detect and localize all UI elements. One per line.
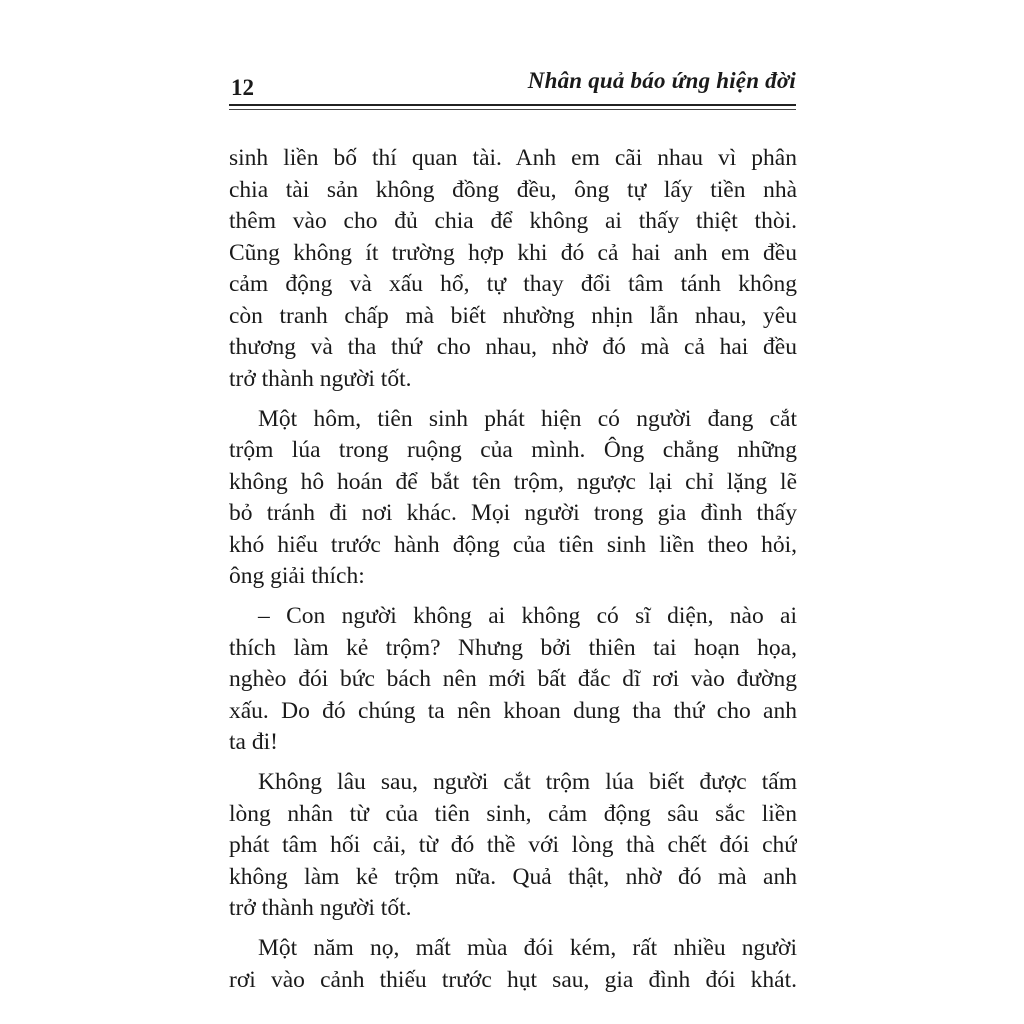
text-line: thương và tha thứ cho nhau, nhờ đó mà cả hai đều bbox=[229, 334, 797, 360]
page-number: 12 bbox=[231, 75, 254, 100]
text-line: lòng nhân từ của tiên sinh, cảm động sâu sắc liền bbox=[229, 800, 797, 827]
text-line: trở thành người tốt. bbox=[229, 365, 412, 392]
paragraph-1 bbox=[229, 143, 797, 395]
text-line: trở thành người tốt. bbox=[229, 895, 412, 921]
paragraph-3-dialogue bbox=[229, 601, 797, 759]
text-line: xấu. Do đó chúng ta nên khoan dung tha thứ cho anh bbox=[229, 697, 797, 724]
text-line: thêm vào cho đủ chia để không ai thấy thiệt thòi. bbox=[229, 208, 797, 234]
text-line: bỏ tránh đi nơi khác. Mọi người trong gia đình thấy bbox=[229, 500, 797, 526]
text-line: nghèo đói bức bách nên mới bất đắc dĩ rơi vào đường bbox=[229, 666, 797, 692]
text-line: phát tâm hối cải, từ đó thề với lòng thà chết đói chứ bbox=[229, 832, 797, 858]
paragraph-2 bbox=[229, 404, 797, 593]
text-line: không hô hoán để bắt tên trộm, ngược lại chỉ lặng lẽ bbox=[229, 468, 797, 495]
text-line: ta đi! bbox=[229, 729, 278, 755]
text-line: rơi vào cảnh thiếu trước hụt sau, gia đình đói khát. bbox=[229, 966, 797, 993]
body-text bbox=[229, 143, 797, 1005]
text-line: Một năm nọ, mất mùa đói kém, rất nhiều người bbox=[258, 935, 797, 961]
paragraph-5 bbox=[229, 933, 797, 996]
text-line: trộm lúa trong ruộng của mình. Ông chẳng những bbox=[229, 437, 797, 463]
page-header bbox=[229, 62, 796, 102]
text-line: Cũng không ít trường hợp khi đó cả hai anh em đều bbox=[229, 239, 797, 266]
text-line: không làm kẻ trộm nữa. Quả thật, nhờ đó mà anh bbox=[229, 863, 797, 890]
text-line: Một hôm, tiên sinh phát hiện có người đang cắt bbox=[258, 405, 797, 432]
text-line: khó hiểu trước hành động của tiên sinh liền theo hỏi, bbox=[229, 531, 797, 558]
text-line: chia tài sản không đồng đều, ông tự lấy tiền nhà bbox=[229, 176, 797, 203]
header-rule-thin bbox=[229, 109, 796, 110]
text-line: cảm động và xấu hổ, tự thay đổi tâm tánh không bbox=[229, 271, 797, 297]
text-line: thích làm kẻ trộm? Nhưng bởi thiên tai hoạn họa, bbox=[229, 634, 797, 661]
text-line: còn tranh chấp mà biết nhường nhịn lẫn nhau, yêu bbox=[229, 302, 797, 329]
text-line: ông giải thích: bbox=[229, 563, 365, 589]
text-line: – Con người không ai không có sĩ diện, nào ai bbox=[258, 603, 797, 629]
text-line: Không lâu sau, người cắt trộm lúa biết được tấm bbox=[258, 769, 797, 795]
header-rule-thick bbox=[229, 104, 796, 106]
text-line: sinh liền bố thí quan tài. Anh em cãi nhau vì phân bbox=[229, 145, 797, 171]
running-title: Nhân quả báo ứng hiện đời bbox=[527, 68, 796, 93]
paragraph-4 bbox=[229, 767, 797, 925]
